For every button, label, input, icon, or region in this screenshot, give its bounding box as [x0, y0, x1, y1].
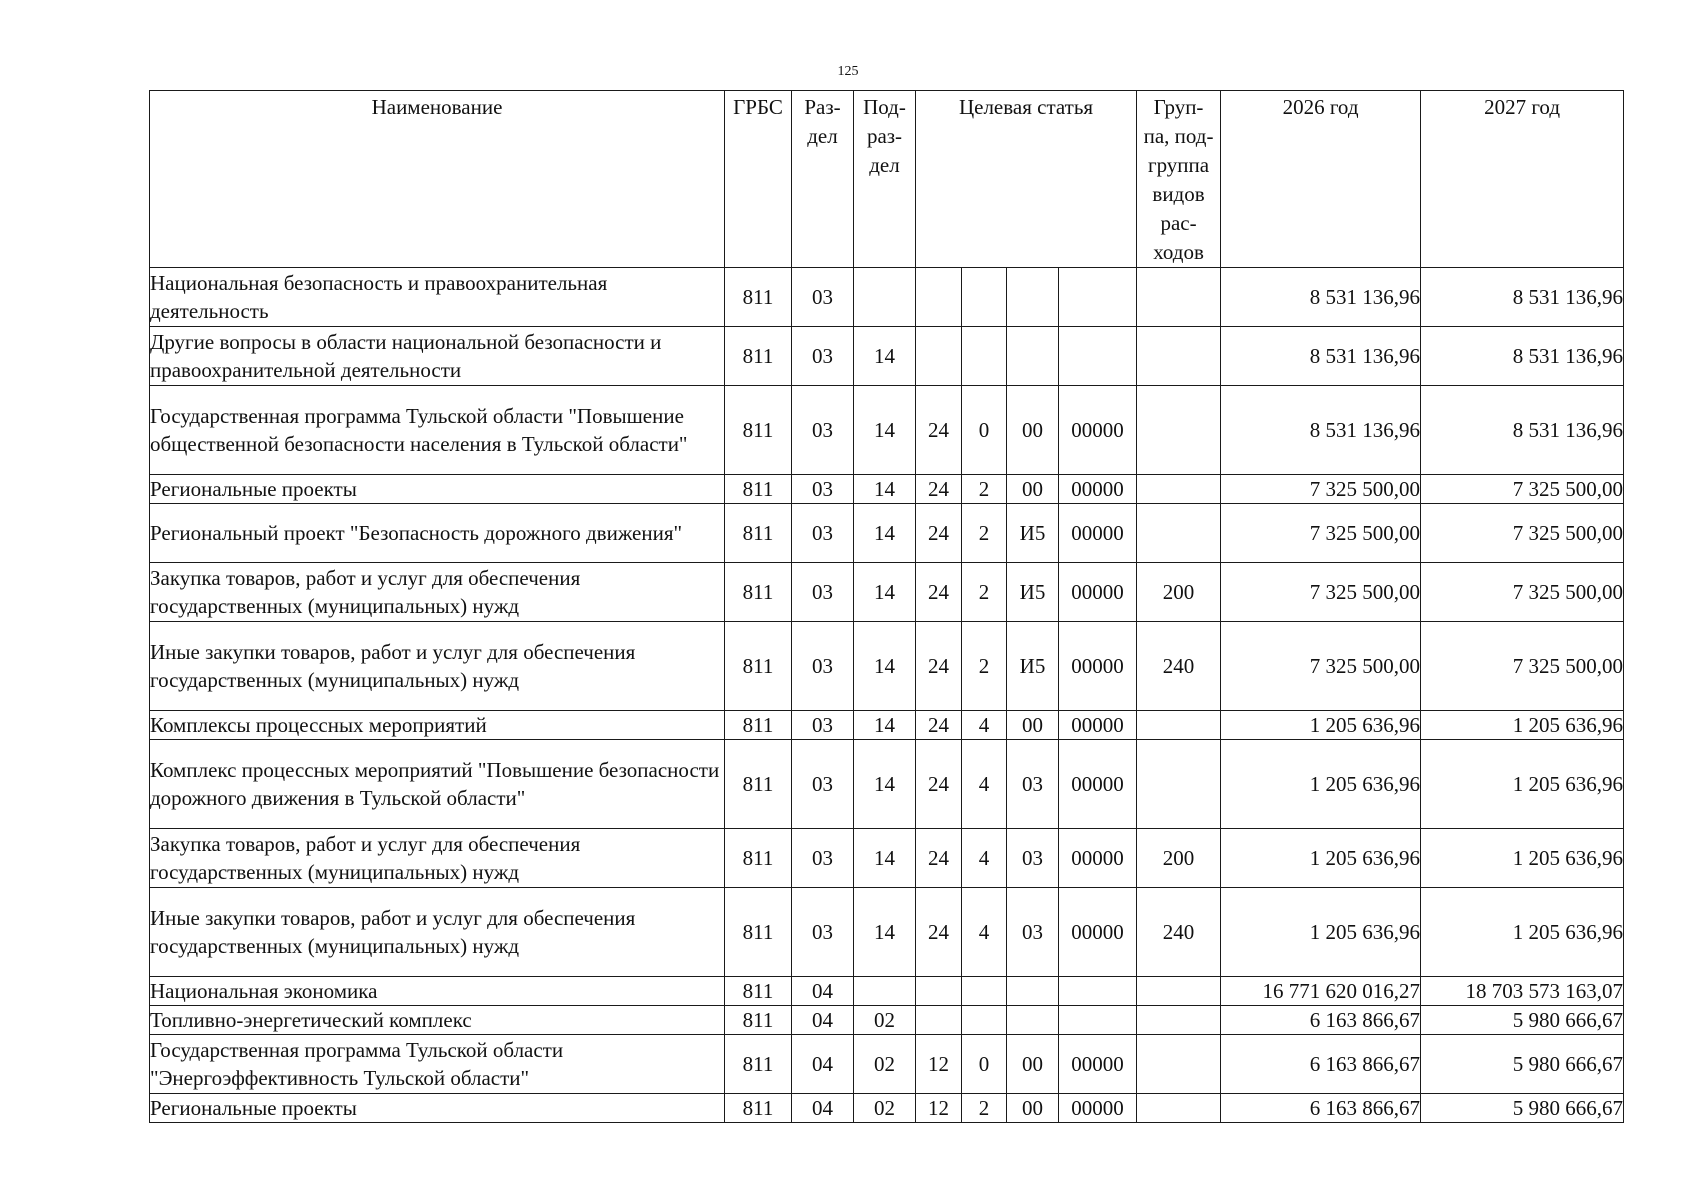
cell-podrazdel: [854, 977, 916, 1006]
budget-table: [149, 90, 1624, 1123]
table-row: [150, 475, 1624, 504]
row-name: Комплексы процессных мероприятий: [150, 711, 725, 740]
cell-cs-type: 2: [962, 563, 1007, 622]
cell-cs-element: 00: [1007, 475, 1059, 504]
cell-podrazdel: 14: [854, 888, 916, 977]
cell-amount-2026: 7 325 500,00: [1221, 475, 1421, 504]
cell-podrazdel: 02: [854, 1094, 916, 1123]
row-name: Топливно-энергетический комплекс: [150, 1006, 725, 1035]
cell-razdel: 03: [792, 740, 854, 829]
cell-podrazdel: 14: [854, 563, 916, 622]
cell-razdel: 03: [792, 504, 854, 563]
cell-amount-2026: 1 205 636,96: [1221, 888, 1421, 977]
cell-grbs: 811: [725, 622, 792, 711]
cell-cs-element: [1007, 268, 1059, 327]
header-year-2027: 2027 год: [1421, 91, 1624, 268]
cell-amount-2027: 1 205 636,96: [1421, 888, 1624, 977]
cell-razdel: 03: [792, 268, 854, 327]
table-row: [150, 1006, 1624, 1035]
cell-cs-element: 00: [1007, 711, 1059, 740]
table-row: [150, 977, 1624, 1006]
cell-cs-element: [1007, 1006, 1059, 1035]
cell-cs-element: 00: [1007, 1035, 1059, 1094]
cell-cs-program: 24: [916, 829, 962, 888]
table-row: [150, 504, 1624, 563]
row-name: Иные закупки товаров, работ и услуг для обеспечения государственных (муниципальных) нужд: [150, 622, 725, 711]
header-podrazdel: Под- раз- дел: [854, 91, 916, 268]
cell-grbs: 811: [725, 504, 792, 563]
cell-amount-2027: 8 531 136,96: [1421, 386, 1624, 475]
cell-cs-element: [1007, 327, 1059, 386]
cell-vid-rashodov: 200: [1137, 829, 1221, 888]
cell-cs-direction: 00000: [1059, 475, 1137, 504]
cell-vid-rashodov: 240: [1137, 622, 1221, 711]
cell-cs-program: 24: [916, 711, 962, 740]
cell-amount-2026: 7 325 500,00: [1221, 563, 1421, 622]
cell-cs-type: 4: [962, 740, 1007, 829]
row-name: Комплекс процессных мероприятий "Повышение безопасности дорожного движения в Тульской области": [150, 740, 725, 829]
cell-podrazdel: 14: [854, 740, 916, 829]
cell-cs-direction: 00000: [1059, 504, 1137, 563]
cell-cs-type: [962, 268, 1007, 327]
cell-vid-rashodov: 200: [1137, 563, 1221, 622]
cell-cs-program: [916, 327, 962, 386]
row-name: Национальная экономика: [150, 977, 725, 1006]
cell-cs-program: 24: [916, 504, 962, 563]
cell-vid-rashodov: [1137, 1006, 1221, 1035]
cell-grbs: 811: [725, 563, 792, 622]
row-name: Государственная программа Тульской области "Энергоэффективность Тульской области": [150, 1035, 725, 1094]
cell-grbs: 811: [725, 327, 792, 386]
table-row: [150, 622, 1624, 711]
cell-cs-element: И5: [1007, 504, 1059, 563]
header-year-2026: 2026 год: [1221, 91, 1421, 268]
table-row: [150, 386, 1624, 475]
cell-podrazdel: 02: [854, 1006, 916, 1035]
cell-vid-rashodov: [1137, 711, 1221, 740]
cell-cs-element: И5: [1007, 622, 1059, 711]
row-name: Государственная программа Тульской области "Повышение общественной безопасности населения в Тульской области": [150, 386, 725, 475]
table-row: [150, 1094, 1624, 1123]
cell-podrazdel: 02: [854, 1035, 916, 1094]
cell-amount-2026: 7 325 500,00: [1221, 622, 1421, 711]
cell-cs-type: 4: [962, 888, 1007, 977]
cell-grbs: 811: [725, 1006, 792, 1035]
cell-vid-rashodov: [1137, 504, 1221, 563]
cell-cs-direction: 00000: [1059, 622, 1137, 711]
cell-cs-direction: [1059, 327, 1137, 386]
cell-amount-2027: 5 980 666,67: [1421, 1035, 1624, 1094]
cell-vid-rashodov: [1137, 740, 1221, 829]
table-row: [150, 740, 1624, 829]
cell-grbs: 811: [725, 1035, 792, 1094]
header-grbs: ГРБС: [725, 91, 792, 268]
cell-cs-type: [962, 1006, 1007, 1035]
cell-cs-direction: 00000: [1059, 386, 1137, 475]
table-row: [150, 268, 1624, 327]
cell-vid-rashodov: [1137, 1035, 1221, 1094]
cell-cs-direction: 00000: [1059, 888, 1137, 977]
cell-podrazdel: 14: [854, 829, 916, 888]
cell-grbs: 811: [725, 386, 792, 475]
cell-vid-rashodov: [1137, 327, 1221, 386]
cell-cs-direction: 00000: [1059, 1094, 1137, 1123]
cell-cs-type: 2: [962, 1094, 1007, 1123]
cell-cs-element: 03: [1007, 829, 1059, 888]
cell-cs-direction: 00000: [1059, 1035, 1137, 1094]
cell-podrazdel: 14: [854, 386, 916, 475]
cell-amount-2027: 8 531 136,96: [1421, 327, 1624, 386]
cell-cs-program: 24: [916, 740, 962, 829]
cell-amount-2027: 1 205 636,96: [1421, 740, 1624, 829]
row-name: Другие вопросы в области национальной безопасности и правоохранительной деятельности: [150, 327, 725, 386]
row-name: Национальная безопасность и правоохранительная деятельность: [150, 268, 725, 327]
row-name: Региональные проекты: [150, 1094, 725, 1123]
cell-razdel: 04: [792, 1094, 854, 1123]
cell-amount-2026: 16 771 620 016,27: [1221, 977, 1421, 1006]
cell-vid-rashodov: 240: [1137, 888, 1221, 977]
cell-amount-2027: 7 325 500,00: [1421, 504, 1624, 563]
cell-cs-type: 4: [962, 829, 1007, 888]
cell-vid-rashodov: [1137, 475, 1221, 504]
cell-cs-element: 00: [1007, 1094, 1059, 1123]
cell-razdel: 04: [792, 1006, 854, 1035]
cell-cs-program: [916, 1006, 962, 1035]
cell-razdel: 03: [792, 829, 854, 888]
cell-amount-2026: 6 163 866,67: [1221, 1094, 1421, 1123]
cell-grbs: 811: [725, 475, 792, 504]
cell-grbs: 811: [725, 977, 792, 1006]
cell-amount-2027: 1 205 636,96: [1421, 711, 1624, 740]
table-row: [150, 829, 1624, 888]
cell-cs-program: 24: [916, 888, 962, 977]
cell-amount-2026: 8 531 136,96: [1221, 268, 1421, 327]
cell-podrazdel: 14: [854, 504, 916, 563]
cell-amount-2026: 6 163 866,67: [1221, 1035, 1421, 1094]
cell-cs-element: И5: [1007, 563, 1059, 622]
cell-cs-type: 0: [962, 1035, 1007, 1094]
cell-amount-2027: 7 325 500,00: [1421, 563, 1624, 622]
cell-cs-type: [962, 327, 1007, 386]
cell-grbs: 811: [725, 268, 792, 327]
cell-cs-element: 00: [1007, 386, 1059, 475]
cell-cs-program: 24: [916, 563, 962, 622]
cell-grbs: 811: [725, 829, 792, 888]
cell-amount-2026: 8 531 136,96: [1221, 386, 1421, 475]
cell-vid-rashodov: [1137, 1094, 1221, 1123]
table-row: [150, 563, 1624, 622]
cell-razdel: 03: [792, 888, 854, 977]
cell-amount-2026: 7 325 500,00: [1221, 504, 1421, 563]
cell-cs-direction: 00000: [1059, 740, 1137, 829]
page-number: 125: [837, 64, 859, 79]
cell-vid-rashodov: [1137, 386, 1221, 475]
header-celevaya-statya: Целевая статья: [916, 91, 1137, 268]
cell-razdel: 03: [792, 386, 854, 475]
cell-cs-program: [916, 268, 962, 327]
cell-cs-element: [1007, 977, 1059, 1006]
cell-vid-rashodov: [1137, 977, 1221, 1006]
header-name: Наименование: [150, 91, 725, 268]
cell-cs-direction: 00000: [1059, 829, 1137, 888]
cell-razdel: 03: [792, 622, 854, 711]
cell-grbs: 811: [725, 888, 792, 977]
cell-cs-direction: [1059, 268, 1137, 327]
row-name: Закупка товаров, работ и услуг для обеспечения государственных (муниципальных) нужд: [150, 563, 725, 622]
cell-amount-2027: 18 703 573 163,07: [1421, 977, 1624, 1006]
cell-razdel: 04: [792, 1035, 854, 1094]
cell-cs-type: 2: [962, 504, 1007, 563]
cell-podrazdel: 14: [854, 711, 916, 740]
cell-razdel: 03: [792, 563, 854, 622]
cell-amount-2026: 6 163 866,67: [1221, 1006, 1421, 1035]
cell-cs-element: 03: [1007, 888, 1059, 977]
cell-vid-rashodov: [1137, 268, 1221, 327]
cell-cs-type: [962, 977, 1007, 1006]
cell-podrazdel: 14: [854, 622, 916, 711]
table-body: [150, 268, 1624, 1123]
cell-razdel: 03: [792, 327, 854, 386]
cell-cs-type: 4: [962, 711, 1007, 740]
cell-cs-program: 24: [916, 386, 962, 475]
cell-grbs: 811: [725, 740, 792, 829]
cell-podrazdel: [854, 268, 916, 327]
cell-cs-program: 12: [916, 1094, 962, 1123]
row-name: Региональные проекты: [150, 475, 725, 504]
cell-cs-direction: [1059, 1006, 1137, 1035]
cell-cs-type: 2: [962, 475, 1007, 504]
row-name: Закупка товаров, работ и услуг для обеспечения государственных (муниципальных) нужд: [150, 829, 725, 888]
table-row: [150, 888, 1624, 977]
cell-amount-2026: 8 531 136,96: [1221, 327, 1421, 386]
row-name: Иные закупки товаров, работ и услуг для обеспечения государственных (муниципальных) нужд: [150, 888, 725, 977]
header-razdel: Раз- дел: [792, 91, 854, 268]
cell-podrazdel: 14: [854, 475, 916, 504]
row-name: Региональный проект "Безопасность дорожного движения": [150, 504, 725, 563]
cell-cs-program: [916, 977, 962, 1006]
cell-grbs: 811: [725, 1094, 792, 1123]
cell-amount-2027: 5 980 666,67: [1421, 1094, 1624, 1123]
table-row: [150, 1035, 1624, 1094]
cell-amount-2027: 1 205 636,96: [1421, 829, 1624, 888]
table-row: [150, 327, 1624, 386]
header-gruppa-vidov-rashodov: Груп- па, под- группа видов рас- ходов: [1137, 91, 1221, 268]
cell-cs-direction: 00000: [1059, 563, 1137, 622]
cell-amount-2026: 1 205 636,96: [1221, 740, 1421, 829]
cell-razdel: 03: [792, 475, 854, 504]
cell-cs-program: 24: [916, 622, 962, 711]
cell-podrazdel: 14: [854, 327, 916, 386]
cell-cs-direction: 00000: [1059, 711, 1137, 740]
cell-amount-2027: 7 325 500,00: [1421, 622, 1624, 711]
cell-razdel: 03: [792, 711, 854, 740]
cell-cs-type: 0: [962, 386, 1007, 475]
cell-amount-2027: 7 325 500,00: [1421, 475, 1624, 504]
table-row: [150, 711, 1624, 740]
cell-cs-program: 12: [916, 1035, 962, 1094]
cell-amount-2027: 5 980 666,67: [1421, 1006, 1624, 1035]
cell-amount-2026: 1 205 636,96: [1221, 711, 1421, 740]
cell-amount-2027: 8 531 136,96: [1421, 268, 1624, 327]
cell-cs-program: 24: [916, 475, 962, 504]
cell-cs-direction: [1059, 977, 1137, 1006]
cell-razdel: 04: [792, 977, 854, 1006]
cell-grbs: 811: [725, 711, 792, 740]
cell-cs-element: 03: [1007, 740, 1059, 829]
table-header-row: [150, 91, 1624, 268]
cell-cs-type: 2: [962, 622, 1007, 711]
cell-amount-2026: 1 205 636,96: [1221, 829, 1421, 888]
